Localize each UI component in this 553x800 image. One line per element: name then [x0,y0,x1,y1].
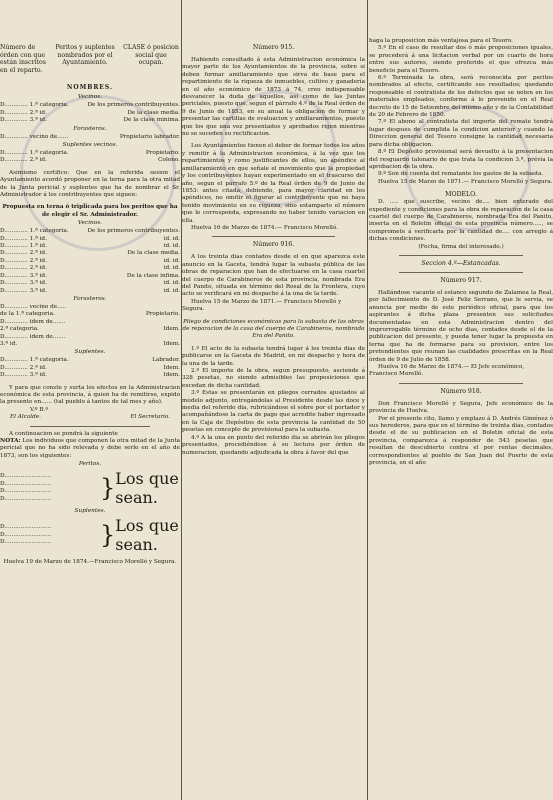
list-item: D............. 1.ª categoria. Propietario. [0,150,180,156]
list-item: D............. 2.ª id. De la clase media. [0,109,180,116]
art-5: 5.º En el caso de resultar dos ó más proposiciones iguales, se procederá á una licitacion verbal por un cuarto de hora entre sus autores, siendo preferido el que ofrezca más beneficio para el Tesoro. [369,45,553,74]
list-item: D............. 3.ª id. id. id. [0,287,180,294]
sign-subasta: Huelva 15 de Marzo de 1871.— Francisco Morelló y Segura. [378,178,553,185]
column-2 [182,0,365,800]
nombres-heading: NOMBRES. [66,84,114,92]
subasta-paragraph: A los treinta dias contados desde el en que aparezca este anuncio en la Gaceta, tendrá lugar la subasta pública de las obras de reparacion que han de efectuarse en la casa cuartel del cuerpo de Carabineros de esta provincia, nombrada Era del Panito, situada en término del Rosal de la Frontera, cuyo acto se verificará en mi despacho á la una de la tarde. [182,254,365,298]
list-item: D............. 3.ª id. De la clase minima. [0,117,180,124]
header-clase: CLASE ó posicion social que ocupan. [123,44,179,67]
numero-916: Número 916. [252,241,295,249]
seccion-heading: Seccion 4.ª—Estancadas. [421,259,501,267]
list-item: D.......................... [0,495,52,502]
los-que-sean: Los que sean. [115,469,179,508]
continuation-line: haga la proposicion más ventajosa para el Tesoro. [369,38,513,44]
suplentes-vecinos-heading: Suplentes vecinos. [62,142,118,148]
list-item: D............. 3.ª id. De la clase infima. [0,272,180,279]
propuesta-heading: Propuesta en terna ó triplicada para los peritos que ha de elegir el Sr. Administrador. [2,204,178,218]
forasteros2-list [0,304,180,348]
numero-915: Número 915. [252,44,295,51]
list-item: D............. 1.ª id. id. id. [0,235,180,242]
suplentes2-heading: Suplentes. [74,349,106,356]
list-item: D............. idem de....... [0,333,66,340]
header-order: Número de órden con que están inscritos en el reparto. [0,44,46,74]
peritos-heading: Peritos. [78,461,102,468]
alcalde-label: El Alcalde. [10,414,41,421]
sign-915: Huelva 16 de Marzo de 1874.— Francisco Morelló. [191,224,338,231]
vecinos2-list [0,228,180,295]
continuacion-line: A continuacion se pondrá la siguiente [9,430,118,437]
col1-footer: Huelva 19 de Marzo de 1874.—Francisco Morelló y Segura. [3,559,177,566]
sign-916: Huelva 15 de Marzo de 1871.— Francisco Morelló y Segura. [182,298,342,313]
list-item: 2.ª categoria. Idem. [0,326,180,333]
vecinos-list [0,102,180,124]
divider [399,383,523,384]
peritos-group [0,469,180,507]
signatures [0,414,180,421]
jefe-paragraph: Don Francisco Morelló y Segura, Jefe económico de la provincia de Huelva. [369,400,553,415]
list-item: de la 1.ª categoria. Propietario. [0,311,180,318]
list-item: D.......................... [0,531,52,538]
secretario-label: El Secretario. [130,414,170,421]
amillaramiento-paragraph: Habiendo consultado á esta Administracion económica la mayor parte de los Ayuntamientos de la provincia, sobre si deben formar amillaramiento que sirva de base para el repartimiento de la riqueza de inmuebles, cultivo y ganadería en el año económico de 1873 á 74, creo indispensable desvanecer la duda de aquellos, así como de las Juntas periciales, puesto que, segun el párrafo 4.º de la Real órden de 9 de Junio de 1853, en su anual la obligacion de formar y presentar las cartillas de evaluacion y amillaramientos, puesto que los que una vez presentados y aprobados rigen mientras no se suceden su rectificacion. [182,57,365,138]
los-que-sean: Los que sean. [115,516,179,555]
list-item: D............. 1.ª categoria. Labrador. [0,357,180,364]
list-item: D............. 2.ª id. Colono. [0,157,180,164]
list-item: D.......................... [0,473,52,480]
list-item: D............. idem de....... [0,318,66,325]
list-item: D............. vecino de..... [0,303,67,310]
visto-bueno: V.º B.º [30,406,49,413]
list-item: D............. vecino de...... Propietario labrador. [0,133,180,140]
art-2: 2.º El importe de la obra, segun presupuesto, asciende á 328 pesetas, no siendo admisibles las proposiciones que excedan de dicha cantidad. [182,368,365,389]
art-7: 7.º El abono al contratista del importe del remate tendrá lugar despues de cumplida la condicion anterior y cuando la Direccion general del Tesoro consigne la cantidad necesaria para dicha obligacion. [369,119,553,148]
divider [30,426,150,427]
art-4: 4.º A la una en punto del referido dia se abrirán los pliegos presentados, procediéndose á su lectura por órden de numeracion, quedando adjudicada la obra á favor del que [182,434,365,456]
divider [399,255,523,256]
forasteros2-heading: Forasteros. [73,295,107,302]
list-item: D............. 1.ª categoria. De los primeros contribuyentes. [0,228,180,235]
modelo-text: D. ..... que suscribe, vecino de.... bien enterado del expediente y condiciones para la obra de reparacion de la casa cuartel del cuerpo de Carabineros, nombrada Era del Panito, inserta en el Boletin oficial de esta provincia número....., se compromete á verificarla por la cantidad de.... con arreglo á dichas condiciones. [369,199,553,243]
pliego-title: Pliego de condiciones económicas para la subasta de las obras de reparacion de la casa del cuerpo de Carabineros, nombrada Era del Panito. [182,318,365,340]
list-item: D.......................... [0,524,52,531]
suplentes3-heading: Suplentes. [74,508,106,515]
list-item: D............. 3.ª id. Idem. [0,372,180,379]
list-item: D............. 3.ª id. id. id. [0,280,180,287]
list-item: D.......................... [0,538,52,545]
emplazo-paragraph: Por el presente cito, llamo y emplazo á D. Andrés Giménez ó sus herederos, para que en el término de treinta dias, contados desde el de su publicacion en el Boletin oficial de esta provincia, comparezca á responder de 543 pesetas que resultan de descubierto contra el por rentas decimales, correspondientes al pueblo de San Juan del Puerto de esta provincia, en el año [369,415,553,467]
brace-icon: } [100,521,116,550]
forasteros-heading: Forasteros. [73,125,107,132]
nota-paragraph: NOTA: Los individuos que componen la otra mitad de la Junta pericial que no ha sido relevada y debe serlo en el año de 1873, son los siguientes: [0,438,180,459]
modelo-heading: MODELO. [445,191,477,199]
header-peritos: Peritos y suplentes nombrados por el Ayuntamiento. [55,44,115,67]
column-1 [0,0,180,800]
divider [399,272,523,273]
art-1: 1.º El acto de la subasta tendrá lugar á los treinta dias de publicarse en la Gaceta de Madrid, en mi despacho y hora de la una de la tarde. [182,345,365,367]
numero-918: Número 918. [440,387,482,395]
vecinos-heading: Vecinos. [77,94,103,101]
numero-917: Número 917. [440,276,482,284]
list-item: D............. 2.ª id. id. id. [0,257,180,264]
list-item: D............. 1.ª id. id. id. [0,243,180,250]
sign-917: Huelva 16 de Marzo de 1874.— El Jefe económico, Francisco Morelló. [369,364,525,378]
column-rule [367,0,368,800]
suplentes2-list [0,357,180,379]
apendice-paragraph: Los Ayuntamientos tienen el deber de formar todos los años y remitir á la Administracion económica, á la vez que los repartimientos y como justificantes de ellos, un apéndice al amillaramiento en que señale el movimiento que la propiedad y los contribuyentes hayan experimentado en el trascurso del año, segun el párrafo 5.º de la Real órden de 9 de Junio de 1853: antes citada, debiendo, para mayor claridad en los apéndices, no omitir el figurar al contribuyente que no haya tenido movimiento en su riqueza, sino estamparlo el número que le corresponda, expresando no haber tenido variacion en ella. [182,143,365,224]
list-item: 3.ª id. Idem. [0,340,180,347]
table-header [0,0,180,74]
list-item: D............. 2.ª id. De la clase media. [0,250,180,257]
list-item: D.......................... [0,488,52,495]
column-3 [369,0,553,800]
brace-icon: } [100,474,116,503]
list-item: D............. 2.ª id. Idem. [0,364,180,371]
list-item: D.......................... [0,480,52,487]
list-item: D............. 2.ª id. id. id. [0,265,180,272]
list-item: D............. 1.ª categoria. De los primeros contribuyentes. [0,102,180,109]
fecha-firma: (Fecha, firma del interesado.) [418,243,504,250]
divider [212,236,335,237]
estanco-paragraph: Hallándose vacante el estanco segundo de Zalamea la Real, por fallecimiento de D. José Feliz Serrano, que le servia, se anuncia por medio de este periódico oficial, para que los aspirantes á dicha plaza presenten sus solicitudes documentadas en esta Administracion dentro del improrrogable término de ocho dias, contados desde el de la publicacion del presente, y pueda tener lugar la propuesta en terna que ha de formarse para su provision, entre los pretendientes que reunan las cualidades prescritas en la Real órden de 9 de Julio de 1858. [369,289,553,363]
para-que-paragraph: Y para que conste y surta los efectos en la Administracion económica de esta provincia, á quien ha de remitirse, expido la presente en...... (tal pueblo á tantos de tal mes y año). [0,384,180,406]
certifico-paragraph: Asimismo certifico: Que en la referida sesion el Ayuntamiento acordó proponer en la terna para la otra mitad de la Junta pericial y suplentes que ha de nombrar el Sr. Administrador á los contribuyentes que siguen: [0,169,180,199]
vecinos2-heading: Vecinos. [77,220,103,227]
art-3: 3.º Estas se presentarán en pliegos cerrados ajustados al modelo adjunto, entregándolas al Presidente desde las doce y media del referido dia, rubricándose el sobre por el portador y acompañándose la carta de pago que acredite haber ingresado en la Caja de Depósitos de esta provincia la cantidad de 50 pesetas en concepto de provisional para la subasta. [182,390,365,434]
art-8: 8.º El Depósito provisional será devuelto á la presentacion del resguardo talonario de que trata la condicion 3.ª, prévia la aprobacion de la obra. [369,149,553,170]
suplentes3-group [0,516,180,554]
art-9: 9.º Son de cuenta del rematante los gastos de la subasta. [378,171,544,178]
art-6: 6.º Terminada la obra, será reconocida por peritos nombrados al efecto, certificando sus resultados; quedando responsable el contratista de los defectos que se noten en los materiales empleados, conforme á lo prevenido en el Real decreto de 15 de Setiembre del mismo año y de la Contabilidad de 20 de Febrero de 1850. [369,75,553,119]
